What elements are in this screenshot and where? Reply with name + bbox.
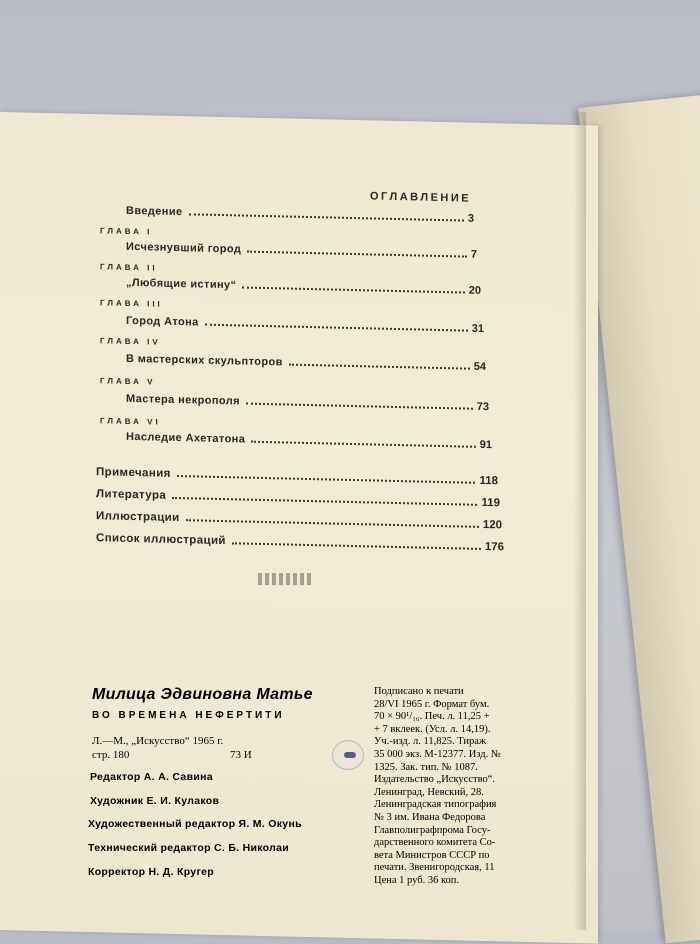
toc-entry-page: 176 xyxy=(484,541,504,554)
leader-dots xyxy=(177,474,476,484)
imprint-line: Цена 1 руб. 36 коп. xyxy=(374,874,460,886)
toc-entry-page: 73 xyxy=(476,400,489,414)
toc-entry-title: Город Атона xyxy=(126,314,199,329)
editor-credit: Редактор А. А. Савина xyxy=(90,771,213,783)
chapter-label-4: ГЛАВА IV xyxy=(100,336,161,347)
imprint-line: Уч.-изд. л. 11,825. Тираж xyxy=(374,736,487,748)
imprint-line: дарственного комитета Со- xyxy=(374,837,496,849)
toc-entry-page: 118 xyxy=(479,474,498,488)
imprint-line: 28/VI 1965 г. Формат бум. xyxy=(374,698,490,710)
toc-entry-title: Исчезнувший город xyxy=(126,240,242,256)
toc-entry-page: 91 xyxy=(479,438,492,452)
imprint-line: 35 000 экз. М-12377. Изд. № xyxy=(374,748,501,760)
imprint-right xyxy=(374,686,536,888)
toc-entry-page: 7 xyxy=(470,248,477,261)
imprint-line: Подписано к печати xyxy=(374,686,464,697)
toc-entry-chapter-3 xyxy=(126,315,484,335)
toc-entry-literature xyxy=(96,488,500,509)
chapter-label-6: ГЛАВА VI xyxy=(100,416,161,427)
toc-entry-title: Введение xyxy=(126,204,183,219)
toc-heading: ОГЛАВЛЕНИЕ xyxy=(370,190,472,205)
toc-entry-title: „Любящие истину“ xyxy=(126,276,237,292)
chapter-label-3: ГЛАВА III xyxy=(100,298,163,309)
toc-entry-notes xyxy=(96,466,498,487)
leader-dots xyxy=(189,212,464,221)
leader-dots xyxy=(242,286,464,294)
toc-entry-page: 54 xyxy=(473,360,486,374)
toc-entry-introduction xyxy=(126,205,474,225)
chapter-label-5: ГЛАВА V xyxy=(100,376,156,387)
leader-dots xyxy=(251,440,476,448)
toc-entry-title: Список иллюстраций xyxy=(96,532,226,548)
toc-entry-chapter-2 xyxy=(126,277,481,297)
smudged-type-mark xyxy=(258,573,312,585)
imprint-line: Издательство „Искусство“. xyxy=(374,774,495,786)
stamp-ink-mark xyxy=(344,752,356,758)
imprint-line: Главполиграфпрома Госу- xyxy=(374,824,491,836)
publisher-line: Л.—М., „Искусство“ 1965 г. xyxy=(92,735,224,747)
imprint-line: № 3 им. Ивана Федорова xyxy=(374,811,486,823)
leader-dots xyxy=(247,250,467,258)
toc-entry-title: Иллюстрации xyxy=(96,510,180,525)
toc-entry-title: Наследие Ахетатона xyxy=(126,430,246,446)
toc-entry-chapter-1 xyxy=(126,241,477,261)
toc-entry-page: 120 xyxy=(482,518,502,532)
book-title: ВО ВРЕМЕНА НЕФЕРТИТИ xyxy=(92,710,285,721)
toc-entry-page: 31 xyxy=(471,322,484,335)
toc-entry-chapter-6 xyxy=(126,431,492,451)
pages-line: стр. 180 xyxy=(92,749,130,761)
imprint-line: вета Министров СССР по xyxy=(374,849,490,861)
leader-dots xyxy=(246,402,473,410)
imprint-line: 70 × 90¹/₁₆. Печ. л. 11,25 + xyxy=(374,711,490,723)
tech-editor-credit: Технический редактор С. Б. Николаи xyxy=(88,842,289,854)
imprint-line: Ленинградская типография xyxy=(374,799,497,811)
leader-dots xyxy=(205,323,468,332)
toc-entry-chapter-4 xyxy=(126,353,486,373)
leader-dots xyxy=(232,541,481,550)
imprint-line: + 7 вклеек. (Усл. л. 14,19). xyxy=(374,723,491,735)
toc-entry-illustration-list xyxy=(96,532,504,553)
toc-entry-illustrations xyxy=(96,510,502,531)
chapter-label-1: ГЛАВА I xyxy=(100,226,153,237)
chapter-label-2: ГЛАВА II xyxy=(100,262,158,273)
imprint-line: 1325. Зак. тип. № 1087. xyxy=(374,761,478,773)
toc-entry-title: Мастера некрополя xyxy=(126,392,240,408)
art-editor-credit: Художественный редактор Я. М. Окунь xyxy=(88,818,302,830)
proofreader-credit: Корректор Н. Д. Кругер xyxy=(88,866,214,878)
code-line: 73 И xyxy=(230,749,252,761)
toc-entry-title: Литература xyxy=(96,488,167,502)
author-name: Милица Эдвиновна Матье xyxy=(92,686,313,703)
toc-entry-page: 119 xyxy=(481,496,500,510)
leader-dots xyxy=(172,496,477,506)
toc-entry-page: 20 xyxy=(468,284,481,297)
artist-credit: Художник Е. И. Кулаков xyxy=(90,795,220,807)
leader-dots xyxy=(186,518,479,528)
leader-dots xyxy=(289,363,470,370)
toc-entry-title: Примечания xyxy=(96,466,171,480)
imprint-line: печати. Звенигородская, 11 xyxy=(374,862,495,874)
toc-entry-title: В мастерских скульпторов xyxy=(126,352,283,369)
imprint-line: Ленинград, Невский, 28. xyxy=(374,786,484,798)
toc-entry-chapter-5 xyxy=(126,393,489,413)
book-gutter-shadow xyxy=(574,112,586,930)
toc-entry-page: 3 xyxy=(467,212,474,225)
